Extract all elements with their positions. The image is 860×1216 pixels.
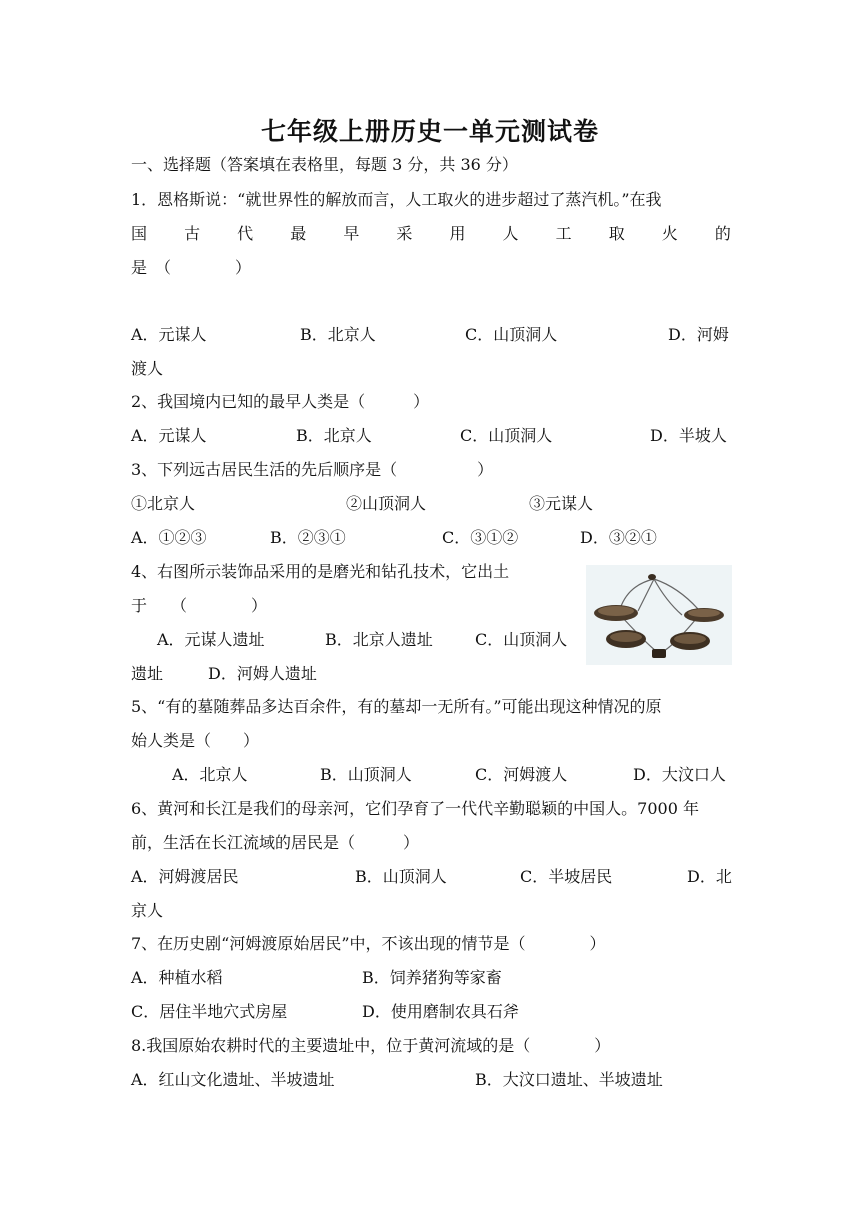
- q8-stem: 8.我国原始农耕时代的主要遗址中，位于黄河流域的是（ ）: [131, 1036, 611, 1055]
- q3-item-3: ③元谋人: [529, 494, 594, 513]
- shell-disk-lower-left-top: [610, 632, 642, 642]
- q1-stem-line2: [131, 223, 731, 245]
- q3-option-b: B．②③①: [270, 528, 346, 547]
- ornament-knot: [648, 574, 656, 580]
- q1-char: 国: [131, 224, 148, 243]
- q6-option-c: C．半坡居民: [520, 867, 613, 886]
- q2-option-a: A．元谋人: [131, 426, 207, 445]
- q1-char: 人: [502, 224, 519, 243]
- q5-stem-line2: 始人类是（ ）: [131, 731, 260, 750]
- q1-char: 取: [608, 224, 625, 243]
- q6-stem-line1: 6、黄河和长江是我们的母亲河，它们孕育了一代代辛勤聪颖的中国人。7000 年: [131, 799, 699, 818]
- q1-stem-line1: 1．恩格斯说：“就世界性的解放而言，人工取火的进步超过了蒸汽机。”在我: [131, 190, 662, 209]
- q6-option-wrap: 京人: [131, 901, 164, 920]
- shell-disk-left-top: [598, 606, 634, 616]
- shell-disk-lower-right-top: [674, 634, 706, 644]
- ornament-image: [586, 565, 732, 665]
- q1-option-wrap: 渡人: [131, 359, 164, 378]
- q3-option-a: A．①②③: [131, 528, 207, 547]
- q2-option-b: B．北京人: [296, 426, 372, 445]
- q3-stem: 3、下列远古居民生活的先后顺序是（ ）: [131, 460, 494, 479]
- q1-char: 工: [555, 224, 572, 243]
- q1-char: 最: [290, 224, 307, 243]
- q8-option-b: B．大汶口遗址、半坡遗址: [475, 1070, 663, 1089]
- q1-char: 火: [661, 224, 678, 243]
- q5-option-c: C．河姆渡人: [475, 765, 568, 784]
- q1-option-c: C．山顶洞人: [465, 325, 558, 344]
- q1-char: 用: [449, 224, 466, 243]
- q1-char: 早: [343, 224, 360, 243]
- q1-option-d: D．河姆: [668, 325, 729, 344]
- q1-char: 采: [396, 224, 413, 243]
- q5-option-a: A．北京人: [172, 765, 248, 784]
- q1-option-b: B．北京人: [300, 325, 376, 344]
- q1-char: 古: [184, 224, 201, 243]
- q3-option-d: D．③②①: [580, 528, 657, 547]
- q4-option-a: A．元谋人遗址: [157, 630, 265, 649]
- q4-option-c: C．山顶洞人: [475, 630, 568, 649]
- section-heading: 一、选择题（答案填在表格里，每题 3 分，共 36 分）: [131, 155, 518, 174]
- shell-disk-right-top: [688, 609, 720, 617]
- q4-option-b: B．北京人遗址: [325, 630, 433, 649]
- q7-option-b: B．饲养猪狗等家畜: [362, 968, 502, 987]
- q6-stem-line2: 前，生活在长江流域的居民是（ ）: [131, 833, 420, 852]
- q4-option-d: D．河姆人遗址: [208, 664, 317, 683]
- q1-stem-line3: 是 （ ）: [131, 258, 252, 277]
- q7-option-c: C．居住半地穴式房屋: [131, 1002, 288, 1021]
- q2-stem: 2、我国境内已知的最早人类是（ ）: [131, 392, 430, 411]
- q6-option-a: A．河姆渡居民: [131, 867, 239, 886]
- q3-item-2: ②山顶洞人: [346, 494, 427, 513]
- q1-char: 代: [237, 224, 254, 243]
- q8-option-a: A．红山文化遗址、半坡遗址: [131, 1070, 335, 1089]
- q3-item-1: ①北京人: [131, 494, 196, 513]
- q5-stem-line1: 5、“有的墓随葬品多达百余件，有的墓却一无所有。”可能出现这种情况的原: [131, 697, 662, 716]
- q5-option-d: D．大汶口人: [633, 765, 726, 784]
- q7-option-d: D．使用磨制农具石斧: [362, 1002, 519, 1021]
- q1-option-a: A．元谋人: [131, 325, 207, 344]
- q2-option-c: C．山顶洞人: [460, 426, 553, 445]
- q4-stem-line2: 于 （ ）: [131, 596, 268, 615]
- q5-option-b: B．山顶洞人: [320, 765, 412, 784]
- q7-option-a: A．种植水稻: [131, 968, 223, 987]
- q6-option-d: D．北: [687, 867, 732, 886]
- q1-char: 的: [714, 224, 731, 243]
- q4-stem-line1: 4、右图所示装饰品采用的是磨光和钻孔技术，它出土: [131, 562, 510, 581]
- q7-stem: 7、在历史剧“河姆渡原始居民”中，不该出现的情节是（ ）: [131, 934, 606, 953]
- ornament-bead: [652, 649, 666, 658]
- page-title: 七年级上册历史一单元测试卷: [260, 117, 599, 146]
- q6-option-b: B．山顶洞人: [355, 867, 447, 886]
- q4-option-wrap: 遗址: [131, 664, 164, 683]
- q3-option-c: C．③①②: [442, 528, 519, 547]
- q2-option-d: D．半坡人: [650, 426, 727, 445]
